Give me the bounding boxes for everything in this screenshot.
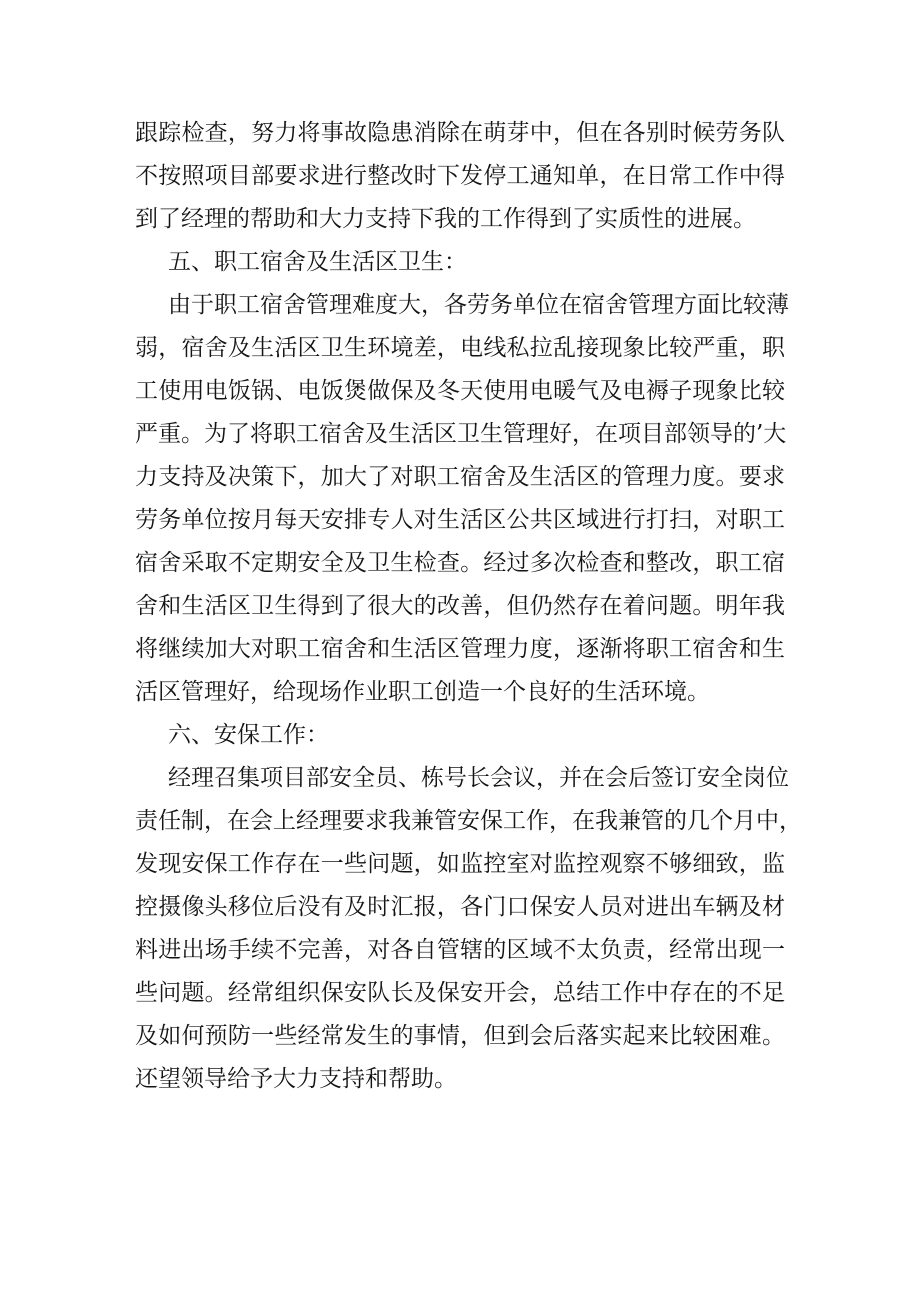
text-line: 工使用电饭锅、电饭煲做保及冬天使用电暖气及电褥子现象比较	[135, 378, 785, 404]
text-line: 控摄像头移位后没有及时汇报，各门口保安人员对进出车辆及材	[135, 894, 785, 920]
text-line: 将继续加大对职工宿舍和生活区管理力度，逐渐将职工宿舍和生	[135, 636, 785, 662]
text-line: 宿舍采取不定期安全及卫生检查。经过多次检查和整改，职工宿	[135, 550, 785, 576]
text-line: 还望领导给予大力支持和帮助。	[135, 1066, 457, 1092]
text-line: 些问题。经常组织保安队长及保安开会，总结工作中存在的不足	[135, 980, 785, 1006]
text-line: 弱，宿舍及生活区卫生环境差，电线私拉乱接现象比较严重，职	[135, 335, 785, 361]
text-line: 责任制，在会上经理要求我兼管安保工作，在我兼管的几个月中，	[135, 808, 802, 834]
text-line: 不按照项目部要求进行整改时下发停工通知单，在日常工作中得	[135, 163, 785, 189]
text-line: 力支持及决策下，加大了对职工宿舍及生活区的管理力度。要求	[135, 464, 785, 490]
document-body	[135, 112, 802, 1101]
section-heading-6: 六、安保工作：	[168, 722, 329, 748]
text-line: 活区管理好，给现场作业职工创造一个良好的生活环境。	[135, 679, 710, 705]
text-line: 到了经理的帮助和大力支持下我的工作得到了实质性的进展。	[135, 206, 756, 232]
text-line: 严重。为了将职工宿舍及生活区卫生管理好，在项目部领导的’大	[135, 421, 787, 447]
section-heading-5: 五、职工宿舍及生活区卫生：	[168, 249, 467, 275]
text-line: 劳务单位按月每天安排专人对生活区公共区域进行打扫，对职工	[135, 507, 785, 533]
text-line: 及如何预防一些经常发生的事情，但到会后落实起来比较困难。	[135, 1023, 785, 1049]
text-line: 跟踪检查，努力将事故隐患消除在萌芽中，但在各别时候劳务队	[135, 120, 785, 146]
text-line: 舍和生活区卫生得到了很大的改善，但仍然存在着问题。明年我	[135, 593, 785, 619]
text-line: 经理召集项目部安全员、栋号长会议，并在会后签订安全岗位	[168, 765, 789, 791]
text-line: 发现安保工作存在一些问题，如监控室对监控观察不够细致，监	[135, 851, 785, 877]
text-line: 料进出场手续不完善，对各自管辖的区域不太负责，经常出现一	[135, 937, 785, 963]
text-line: 由于职工宿舍管理难度大，各劳务单位在宿舍管理方面比较薄	[168, 292, 789, 318]
